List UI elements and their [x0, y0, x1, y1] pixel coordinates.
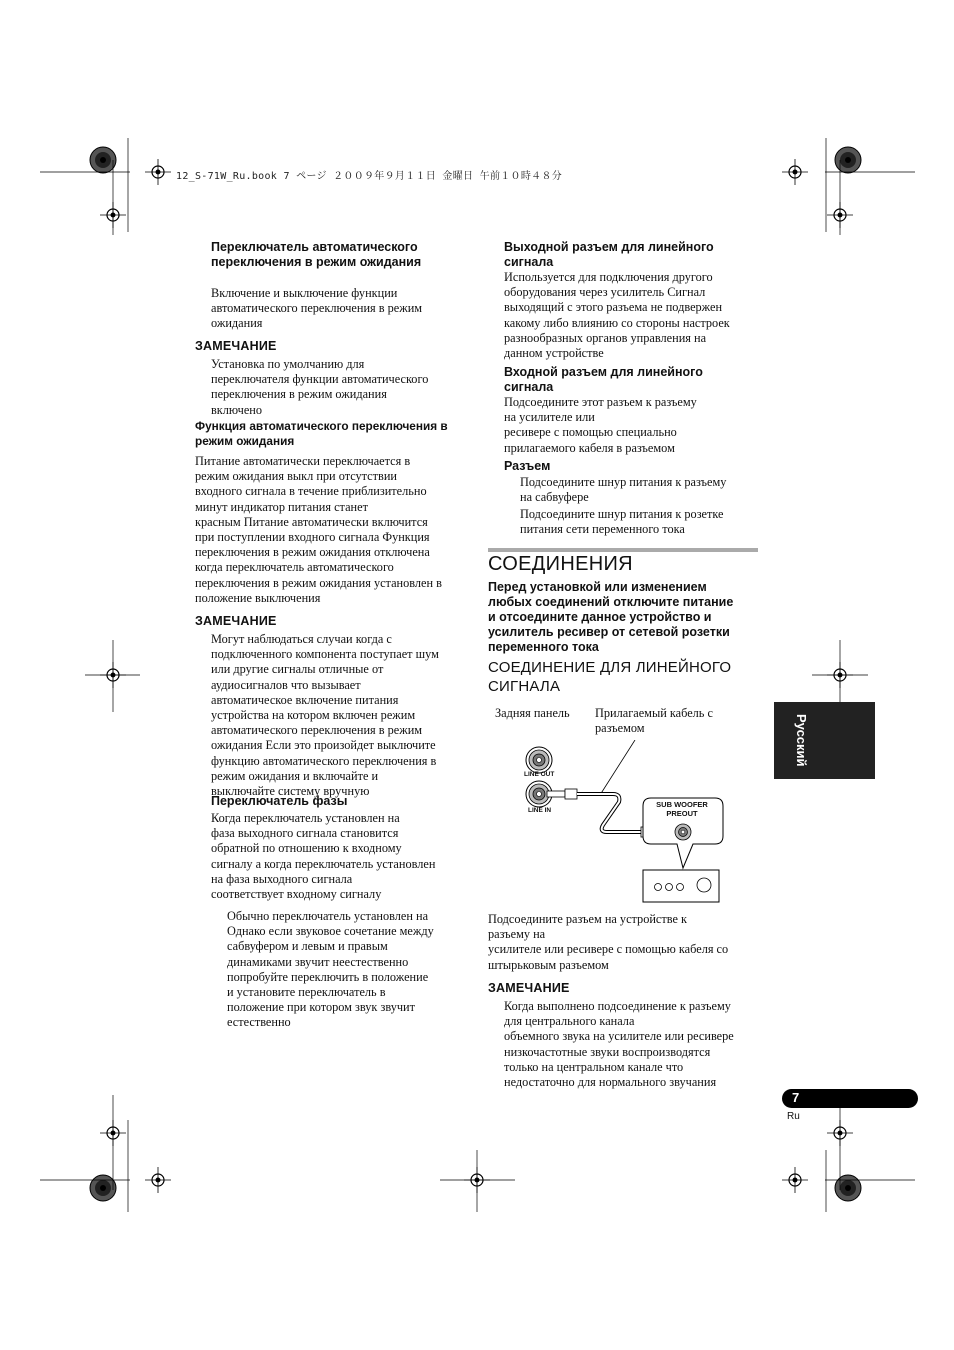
note-text-2: Могут наблюдаться случаи когда с подключенного компонента поступает шум или другие сигналы отличные от аудиосигналов что вызывает автоматическое включение питания устройства на котором включен режим автоматического переключения в режим ожидания Если это произойдет выключите функцию автоматического переключения в режим ожидания и включайте и выключайте систему вручную: [211, 632, 439, 799]
paragraph-socket-a: Подсоедините шнур питания к разъему на сабвуфере: [520, 475, 727, 505]
amplifier-icon: [643, 870, 719, 902]
diagram-label-line-out: LINE OUT: [524, 771, 555, 778]
diagram-label-line-in: LINE IN: [528, 807, 552, 814]
heading-auto-standby: Функция автоматического переключения в режим ожидания: [195, 419, 448, 448]
page-number-badge: [782, 1089, 918, 1108]
heading-line-in: Входной разъем для линейного сигнала: [504, 365, 703, 394]
sub-section-title: СОЕДИНЕНИЕ ДЛЯ ЛИНЕЙНОГО СИГНАЛА: [488, 659, 732, 695]
language-tab-label: Русский: [794, 714, 809, 767]
language-tab: [774, 702, 875, 779]
book-header: 12_S-71W_Ru.book 7 ページ ２００９年９月１１日 金曜日 午前１０時４８分: [176, 171, 563, 182]
paragraph-phase-usage: Обычно переключатель установлен на Однако если звуковое сочетание между сабвуфером и левым и правым динамиками звучит неестественно попробуйте переключить в положение и установите переключатель в положение при котором звук звучит естественно: [227, 909, 434, 1030]
heading-phase-switch: Переключатель фазы: [211, 794, 348, 808]
note-text-1: Установка по умолчанию для переключателя функции автоматического переключения в режим ожидания включено: [211, 357, 429, 417]
diagram-label-rear-panel: Задняя панель: [495, 706, 570, 720]
paragraph-socket-b: Подсоедините шнур питания к розетке питания сети переменного тока: [520, 507, 724, 537]
paragraph-line-in: Подсоедините этот разъем к разъему на усилителе или ресивере с помощью специально прилагаемого кабеля в разъемом: [504, 395, 697, 455]
section-title: СОЕДИНЕНИЯ: [488, 553, 633, 575]
connection-warning: Перед установкой или изменением любых соединений отключите питание и отсоедините данное устройство и усилитель ресивер от сетевой розетки переменного тока: [488, 580, 734, 654]
note-title-2: ЗАМЕЧАНИЕ: [195, 614, 277, 628]
heading-line-out: Выходной разъем для линейного сигнала: [504, 240, 714, 269]
diagram-label-sub-woofer: SUB WOOFER PREOUT: [656, 800, 708, 818]
note-title-3: ЗАМЕЧАНИЕ: [488, 981, 570, 995]
paragraph-standby-switch: Включение и выключение функции автоматического переключения в режим ожидания: [211, 286, 423, 331]
paragraph-auto-standby: Питание автоматически переключается в режим ожидания выкл при отсутствии входного сигнала в течение приблизительно минут индикатор питания станет красным Питание автоматически включится при поступлении входного сигнала Функция переключения в режим ожидания отключена когда переключатель автоматического переключения в режим ожидания установлен в положение выключения: [195, 454, 442, 605]
paragraph-line-out: Используется для подключения другого оборудования через усилитель Сигнал выходящий с этого разъема не подвержен какому либо влиянию со стороны настроек разнообразных органов управления на данном устройстве: [504, 270, 730, 361]
note-text-3: Когда выполнено подсоединение к разъему для центрального канала объемного звука на усилителе или ресивере низкочастотные звуки воспроизводятся только на центральном канале что недостаточно для нормального звучания: [504, 999, 734, 1090]
heading-socket: Разъем: [504, 459, 551, 473]
line-out-jack-icon: [526, 747, 552, 773]
diagram-label-cable: Прилагаемый кабель с разъемом: [595, 706, 713, 736]
note-title-1: ЗАМЕЧАНИЕ: [195, 339, 277, 353]
paragraph-connection: Подсоедините разъем на устройстве к разъему на усилителе или ресивере с помощью кабеля со штырьковым разъемом: [488, 912, 729, 972]
sub-woofer-jack-icon: [675, 824, 691, 840]
connection-diagram: [515, 740, 730, 910]
heading-standby-switch: Переключатель автоматического переключения в режим ожидания: [211, 240, 422, 269]
section-divider: [488, 548, 758, 552]
page-language: Ru: [787, 1111, 800, 1122]
page-number: 7: [792, 1090, 800, 1105]
paragraph-phase-switch: Когда переключатель установлен на фаза выходного сигнала становится обратной по отношению к входному сигналу а когда переключатель установлен на фаза выходного сигнала соответствует входному сигналу: [211, 811, 436, 902]
